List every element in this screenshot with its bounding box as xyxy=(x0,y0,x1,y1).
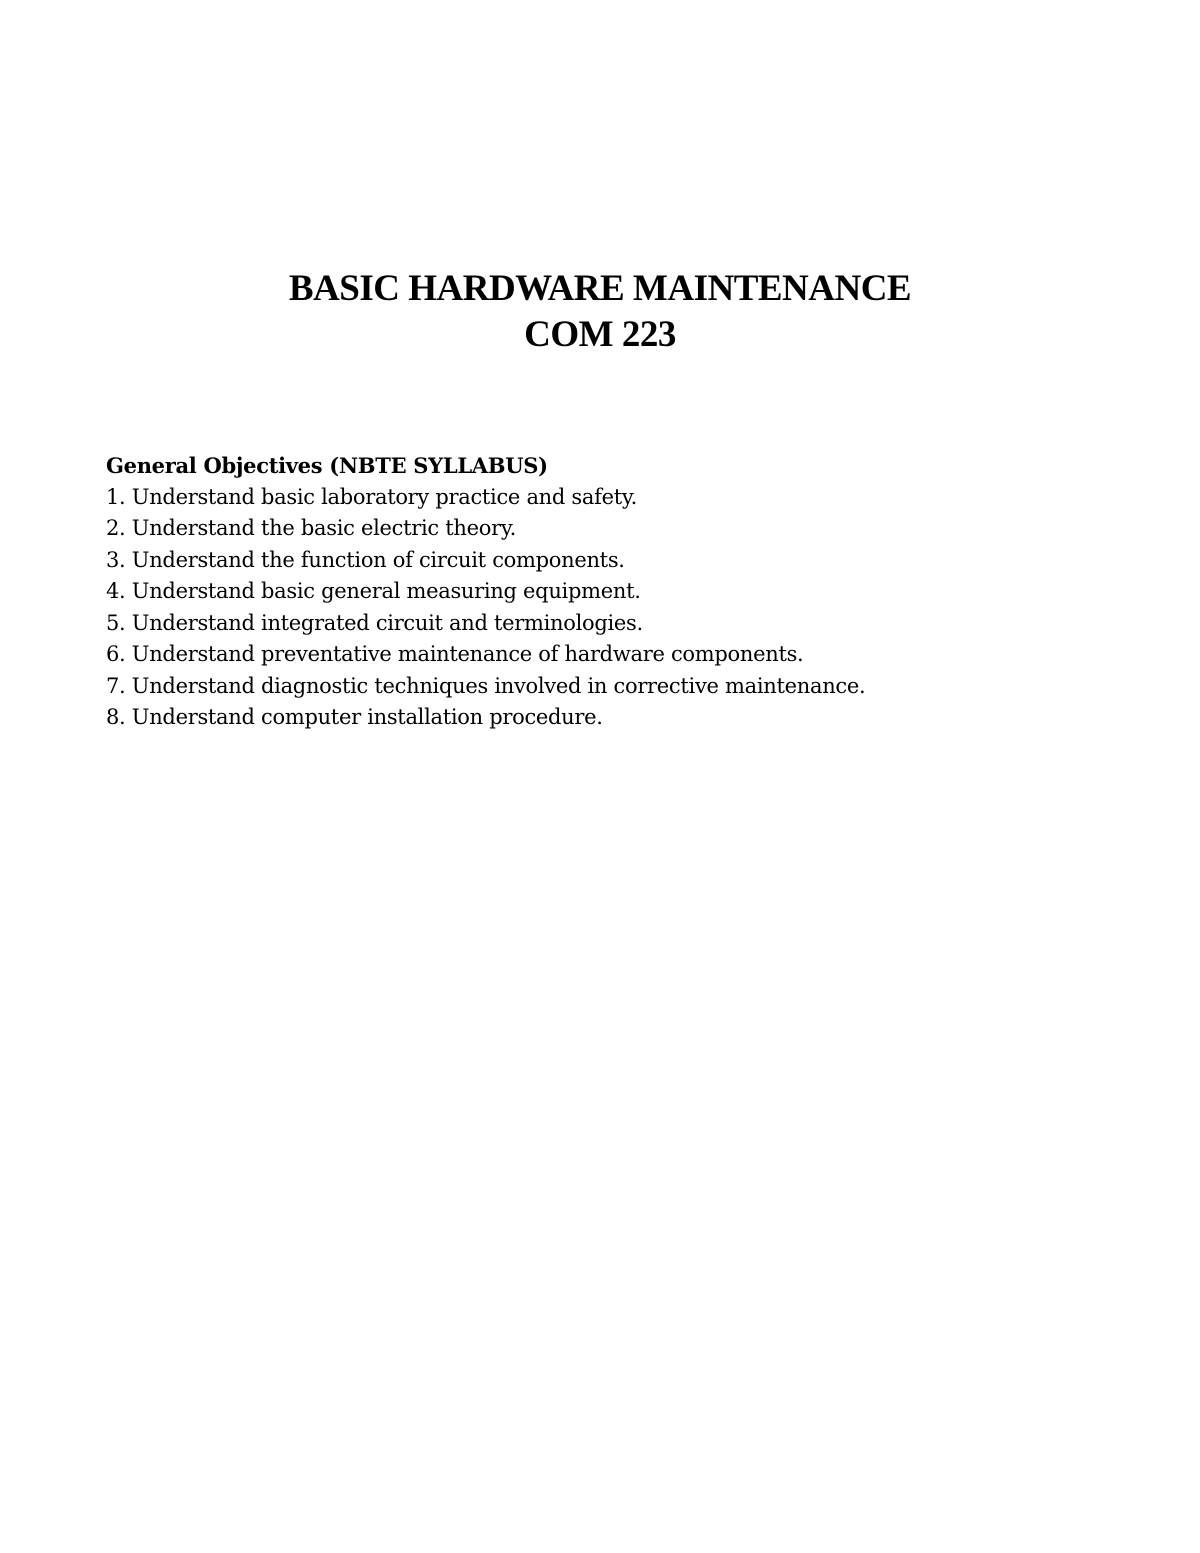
objectives-heading: General Objectives (NBTE SYLLABUS) xyxy=(106,453,548,478)
title-block xyxy=(0,266,1200,358)
course-code: COM 223 xyxy=(524,314,676,355)
objective-item-2: 2. Understand the basic electric theory. xyxy=(106,516,516,540)
objective-item-4: 4. Understand basic general measuring equipment. xyxy=(106,579,641,603)
objectives-list xyxy=(106,482,1106,734)
objective-item-3: 3. Understand the function of circuit components. xyxy=(106,547,625,572)
objective-item-8: 8. Understand computer installation procedure. xyxy=(106,705,603,729)
objective-item-6: 6. Understand preventative maintenance of hardware components. xyxy=(106,642,804,666)
objective-item-5: 5. Understand integrated circuit and terminologies. xyxy=(106,610,643,635)
objectives-section xyxy=(106,450,1106,734)
objective-item-1: 1. Understand basic laboratory practice and safety. xyxy=(106,484,637,509)
objective-item-7: 7. Understand diagnostic techniques involved in corrective maintenance. xyxy=(106,673,866,698)
document-title: BASIC HARDWARE MAINTENANCE xyxy=(288,268,912,309)
